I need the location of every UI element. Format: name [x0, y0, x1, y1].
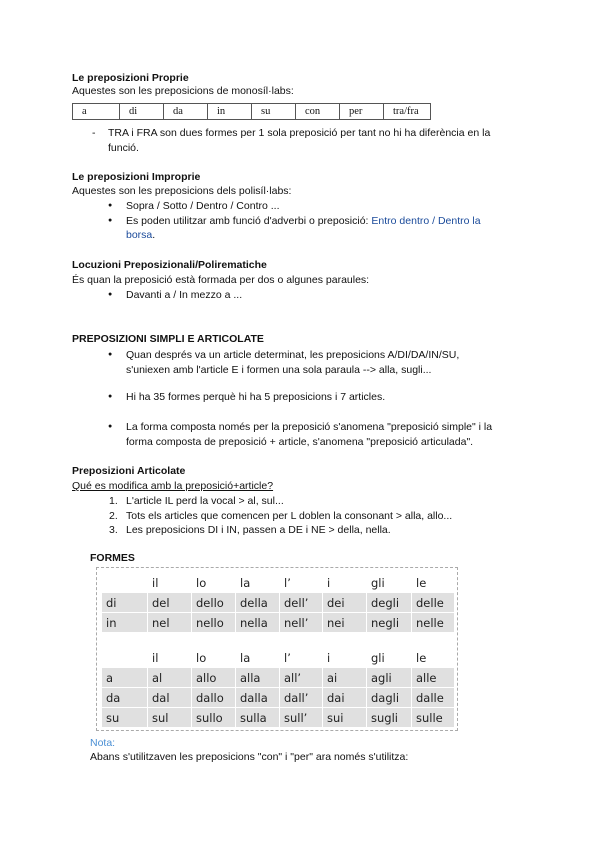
bullet-text: Davanti a / In mezzo a ...: [126, 289, 243, 301]
table-cell: alla: [236, 668, 280, 688]
table-cell: al: [148, 668, 192, 688]
header-cell: [102, 573, 148, 593]
table-row: [102, 688, 455, 708]
table-cell: dagli: [367, 688, 412, 708]
bullet-text: Es poden utilitzar amb funció d'adverbi o preposició:: [126, 214, 372, 227]
simpli-list-3: [126, 420, 492, 449]
table-row: [102, 593, 455, 613]
table-row: [102, 708, 455, 728]
table-cell: dai: [323, 688, 367, 708]
section-title-articolate: Preposizioni Articolate: [72, 465, 186, 477]
table-cell: dello: [192, 593, 236, 613]
table-cell: dalla: [236, 688, 280, 708]
table-cell: dallo: [192, 688, 236, 708]
intro-locuzioni: És quan la preposició està formada per dos o algunes paraules:: [72, 274, 370, 286]
header-cell: l’: [280, 573, 323, 593]
header-cell: il: [148, 573, 192, 593]
section-title-proprie: Le preposizioni Proprie: [72, 72, 189, 84]
simpli-list-2: [126, 390, 385, 405]
header-cell: la: [236, 573, 280, 593]
row-label: da: [102, 688, 148, 708]
list-item: [126, 390, 385, 405]
list-text: L'article IL perd la vocal > al, sul...: [126, 495, 284, 507]
prep-cell: a: [73, 104, 120, 120]
formes-title: FORMES: [90, 552, 135, 564]
list-item-continuation: [126, 363, 459, 378]
prep-cell: in: [208, 104, 252, 120]
list-number: 1.: [109, 495, 118, 507]
header-cell: le: [412, 573, 455, 593]
simpli-list: [126, 348, 459, 377]
prepositions-table: [72, 103, 431, 120]
intro-proprie: Aquestes son les preposicions de monosíl·labs:: [72, 85, 294, 97]
bullet-text: .: [152, 229, 156, 241]
row-label: di: [102, 593, 148, 613]
prep-cell: da: [164, 104, 208, 120]
bullet-text: La forma composta només per la preposició s'anomena "preposició simple" i la: [126, 421, 493, 433]
table-cell: sulle: [412, 708, 455, 728]
table-cell: sugli: [367, 708, 412, 728]
table-cell: della: [236, 593, 280, 613]
bullet-text: forma composta de preposició + article, s'anomena "preposició articulada".: [126, 435, 474, 448]
table-cell: nell’: [280, 613, 323, 633]
section-title-improprie: Le preposizioni Improprie: [72, 171, 201, 183]
list-item: [109, 509, 453, 524]
list-item-continuation: [126, 228, 481, 243]
table-cell: dei: [323, 593, 367, 613]
list-item: [126, 199, 481, 214]
header-cell: l’: [280, 648, 323, 668]
list-item: [126, 348, 459, 363]
table-cell: delle: [412, 593, 455, 613]
table-header-row: [102, 648, 455, 668]
list-item: [126, 214, 481, 229]
table-header-row: [102, 573, 455, 593]
table-cell: dalle: [412, 688, 455, 708]
header-cell: le: [412, 648, 455, 668]
header-cell: i: [323, 648, 367, 668]
bullet-text: Sopra / Sotto / Dentro / Contro ...: [126, 200, 280, 212]
table-row: [102, 613, 455, 633]
table-cell: nello: [192, 613, 236, 633]
header-cell: il: [148, 648, 192, 668]
table-cell: negli: [367, 613, 412, 633]
table-cell: sull’: [280, 708, 323, 728]
section-title-simpli-articolate: PREPOSIZIONI SIMPLI E ARTICOLATE: [72, 333, 264, 345]
dash-note-line2: funció.: [108, 142, 139, 154]
bullet-text: s'uniexen amb l'article E i formen una sola paraula --> alla, sugli...: [126, 363, 432, 376]
bullet-text: Quan després va un article determinat, les preposicions A/DI/DA/IN/SU,: [126, 349, 460, 361]
table-cell: sui: [323, 708, 367, 728]
list-text: Les preposicions DI i IN, passen a DE i NE > della, nella.: [126, 524, 391, 536]
changes-list: [109, 494, 453, 538]
prep-cell: su: [252, 104, 296, 120]
example-link-text: borsa: [126, 229, 153, 241]
table-cell: dall’: [280, 688, 323, 708]
header-cell: la: [236, 648, 280, 668]
list-item: [109, 494, 452, 509]
row-label: su: [102, 708, 148, 728]
prep-cell: tra/fra: [384, 104, 431, 120]
table-cell: nel: [148, 613, 192, 633]
header-cell: lo: [192, 573, 236, 593]
table-cell: nelle: [412, 613, 455, 633]
header-cell: i: [323, 573, 367, 593]
forms-table-1: [101, 572, 455, 633]
dash-note-line1: TRA i FRA son dues formes per 1 sola preposició per tant no hi ha diferència en la: [108, 127, 491, 139]
table-cell: ai: [323, 668, 367, 688]
prep-cell: per: [340, 104, 384, 120]
table-cell: sul: [148, 708, 192, 728]
bullet-text: Hi ha 35 formes perquè hi ha 5 preposicions i 7 articles.: [126, 391, 386, 403]
list-item-continuation: [126, 435, 492, 450]
table-cell: agli: [367, 668, 412, 688]
list-number: 2.: [109, 509, 118, 522]
header-cell: gli: [367, 648, 412, 668]
note-label: Nota:: [90, 737, 116, 749]
section-title-locuzioni: Locuzioni Preposizionali/Polirematiche: [72, 259, 267, 271]
table-cell: nella: [236, 613, 280, 633]
dash-marker: -: [92, 127, 96, 139]
table-row: [102, 668, 455, 688]
table-cell: del: [148, 593, 192, 613]
list-item: [126, 288, 242, 303]
table-cell: degli: [367, 593, 412, 613]
list-number: 3.: [109, 524, 118, 536]
table-cell: all’: [280, 668, 323, 688]
question-text: Qué es modifica amb la preposició+article?: [72, 480, 274, 492]
locuzioni-list: [126, 288, 242, 303]
table-cell: dal: [148, 688, 192, 708]
improprie-list: [126, 199, 481, 243]
header-cell: [102, 648, 148, 668]
example-link-text: Entro dentro / Dentro la: [371, 214, 481, 227]
intro-improprie: Aquestes son les preposicions dels polisíl·labs:: [72, 185, 292, 197]
header-cell: lo: [192, 648, 236, 668]
prep-cell: con: [296, 104, 340, 120]
table-cell: nei: [323, 613, 367, 633]
table-cell: dell’: [280, 593, 323, 613]
forms-table-2: [101, 647, 455, 728]
list-text: Tots els articles que comencen per L doblen la consonant > alla, allo...: [126, 509, 453, 522]
table-cell: allo: [192, 668, 236, 688]
list-item: [126, 420, 492, 435]
header-cell: gli: [367, 573, 412, 593]
table-cell: alle: [412, 668, 455, 688]
row-label: a: [102, 668, 148, 688]
row-label: in: [102, 613, 148, 633]
prep-cell: di: [120, 104, 164, 120]
table-cell: sullo: [192, 708, 236, 728]
list-item: [109, 523, 452, 538]
note-text: Abans s'utilitzaven les preposicions "con" i "per" ara només s'utilitza:: [90, 751, 409, 763]
table-cell: sulla: [236, 708, 280, 728]
